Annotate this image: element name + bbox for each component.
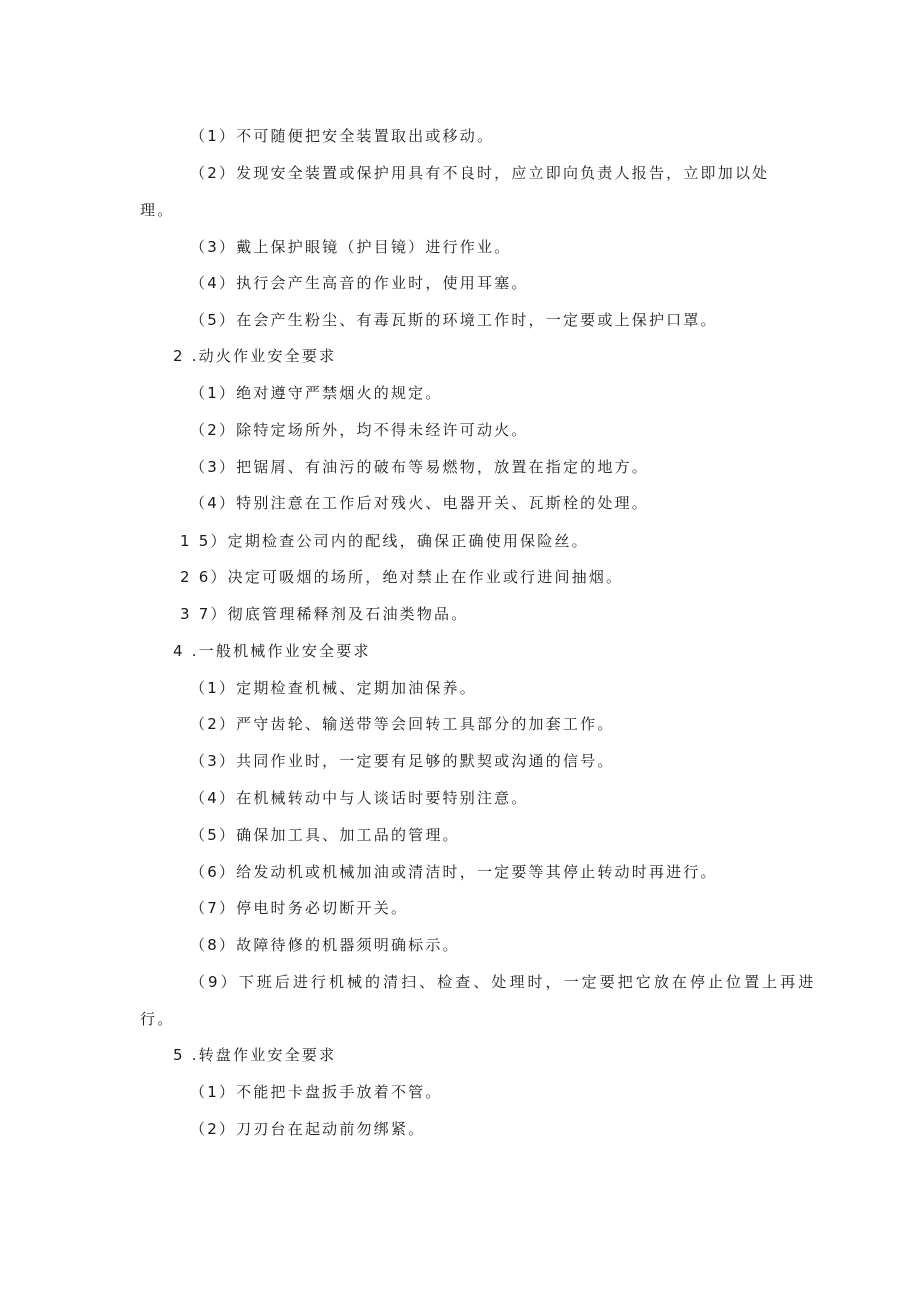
list-item: （2）刀刃台在起动前勿绑紧。 — [190, 1120, 426, 1138]
list-item: （2）发现安全装置或保护用具有不良时，应立即向负责人报告，立即加以处 — [190, 164, 770, 182]
list-item: （6）给发动机或机械加油或清洁时，一定要等其停止转动时再进行。 — [190, 863, 718, 881]
list-item: （1）不能把卡盘扳手放着不管。 — [190, 1083, 443, 1101]
list-item: （9）下班后进行机械的清扫、检查、处理时，一定要把它放在停止位置上再进 — [190, 973, 817, 991]
list-item: （2）严守齿轮、输送带等会回转工具部分的加套工作。 — [190, 715, 615, 733]
list-item: （4）执行会产生高音的作业时，使用耳塞。 — [190, 274, 529, 292]
list-item: （5）在会产生粉尘、有毒瓦斯的环境工作时，一定要或上保护口罩。 — [190, 311, 718, 329]
list-item: （3）戴上保护眼镜（护目镜）进行作业。 — [190, 238, 512, 256]
list-item: （4）在机械转动中与人谈话时要特别注意。 — [190, 789, 529, 807]
list-item: （1）不可随便把安全装置取出或移动。 — [190, 127, 495, 145]
list-item: 2 6）决定可吸烟的场所，绝对禁止在作业或行进间抽烟。 — [180, 568, 624, 586]
list-item: （3）共同作业时，一定要有足够的默契或沟通的信号。 — [190, 752, 615, 770]
list-item-continuation: 行。 — [140, 1010, 175, 1028]
list-item-continuation: 理。 — [140, 201, 175, 219]
list-item: （5）确保加工具、加工品的管理。 — [190, 826, 460, 844]
list-item: （2）除特定场所外，均不得未经许可动火。 — [190, 421, 529, 439]
list-item: 1 5）定期检查公司内的配线，确保正确使用保险丝。 — [180, 532, 589, 550]
list-item: （1）绝对遵守严禁烟火的规定。 — [190, 384, 443, 402]
list-item: （1）定期检查机械、定期加油保养。 — [190, 679, 477, 697]
list-item: 3 7）彻底管理稀释剂及石油类物品。 — [180, 605, 469, 623]
list-item: （7）停电时务必切断开关。 — [190, 899, 409, 917]
section-heading: 2 .动火作业安全要求 — [173, 347, 337, 365]
section-heading: 5 .转盘作业安全要求 — [173, 1046, 337, 1064]
section-heading: 4 .一般机械作业安全要求 — [173, 642, 371, 660]
list-item: （4）特别注意在工作后对残火、电器开关、瓦斯栓的处理。 — [190, 494, 649, 512]
list-item: （8）故障待修的机器须明确标示。 — [190, 936, 460, 954]
list-item: （3）把锯屑、有油污的破布等易燃物，放置在指定的地方。 — [190, 458, 649, 476]
